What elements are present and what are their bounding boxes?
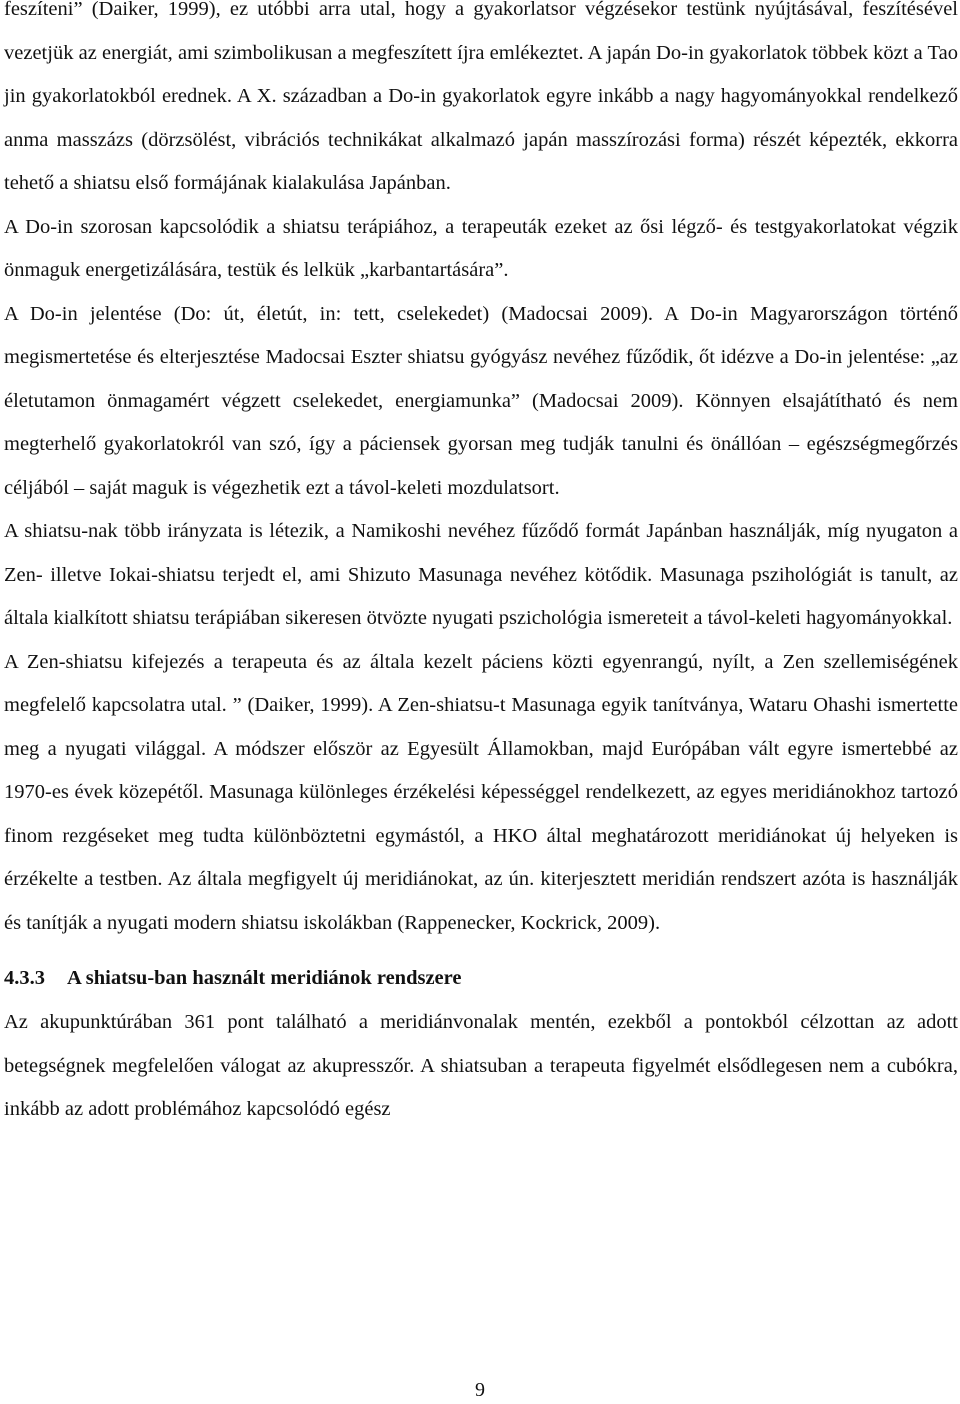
section-number: 4.3.3 [4, 967, 45, 989]
body-paragraph: Az akupunktúrában 361 pont található a meridiánvonalak mentén, ezekből a pontokból célzottan az adott betegségnek megfelelően válogat az akupresszőr. A shiatsuban a terapeuta figyelmét elsődlegesen nem a cubókra, inkább az adott problémához kapcsolódó egész [4, 1011, 958, 1120]
page-number: 9 [475, 1379, 485, 1401]
body-paragraph: A Do-in szorosan kapcsolódik a shiatsu terápiához, a terapeuták ezeket az ősi légző- és testgyakorlatokat végzik önmaguk energetizálására, testük és lelkük „karbantartására”. [4, 215, 958, 281]
section-title: A shiatsu-ban használt meridiánok rendszere [67, 967, 462, 989]
section-heading [4, 956, 958, 1001]
body-paragraph: A Zen-shiatsu kifejezés a terapeuta és az általa kezelt páciens közti egyenrangú, nyílt, a Zen szellemiségének megfelelő kapcsolatra utal. ” (Daiker, 1999). A Zen-shiatsu-t Masunaga egyik tanítványa, Wataru Ohashi ismertette meg a nyugati világgal. A módszer először az Egyesült Államokban, majd Európában vált egyre ismertebbé az 1970-es évek közepétől. Masunaga különleges érzékelési képességgel rendelkezett, az egyes meridiánokhoz tartozó finom rezgéseket meg tudta különböztetni egymástól, a HKO által meghatározott meridiánokat új helyeken is érzékelte a testben. Az általa megfigyelt új meridiánokat, az ún. kiterjesztett meridián rendszert azóta is használják és tanítják a nyugati modern shiatsu iskolákban (Rappenecker, Kockrick, 2009). [4, 650, 958, 934]
body-paragraph: A shiatsu-nak több irányzata is létezik, a Namikoshi nevéhez fűződő formát Japánban használják, míg nyugaton a Zen- illetve Iokai-shiatsu terjedt el, ami Shizuto Masunaga nevéhez kötődik. Masunaga pszihológiát is tanult, az általa kialkított shiatsu terápiában sikeresen ötvözte nyugati pszichológia ismereteit a távol-keleti hagyományokkal. [4, 520, 958, 629]
body-paragraph: feszíteni” (Daiker, 1999), ez utóbbi arra utal, hogy a gyakorlatsor végzésekor testünk nyújtásával, feszítésével vezetjük az energiát, ami szimbolikusan a megfeszített íjra emlékeztet. A japán Do-in gyakorlatok többek közt a Tao jin gyakorlatokból erednek. A X. században a Do-in gyakorlatok egyre inkább a nagy hagyományokkal rendelkező anma masszázs (dörzsölést, vibrációs technikákat alkalmazó japán masszírozási forma) részét képezték, ekkorra tehető a shiatsu első formájának kialakulása Japánban. [4, 0, 958, 194]
body-paragraph: A Do-in jelentése (Do: út, életút, in: tett, cselekedet) (Madocsai 2009). A Do-in Magyarországon történő megismertetése és elterjesztése Madocsai Eszter shiatsu gyógyász nevéhez fűződik, őt idézve a Do-in jelentése: „az életutamon önmagamért végzett cselekedet, energiamunka” (Madocsai 2009). Könnyen elsajátítható és nem megterhelő gyakorlatokról van szó, így a páciensek gyorsan meg tudják tanulni és önállóan – egészségmegőrzés céljából – saját maguk is végezhetik ezt a távol-keleti mozdulatsort. [4, 302, 958, 499]
